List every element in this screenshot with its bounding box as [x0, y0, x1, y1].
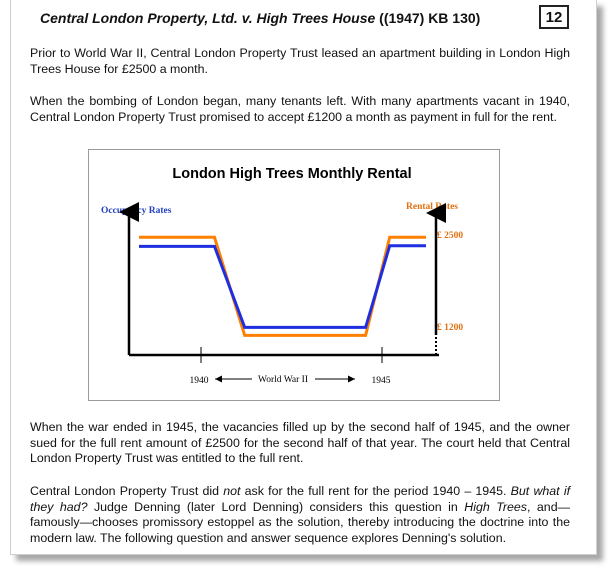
- case-name: Central London Property, Ltd. v. High Trees House: [40, 10, 376, 26]
- series-line-occupancy-rates: [139, 246, 426, 328]
- rental-chart: [89, 150, 499, 400]
- p4-question: But what if they had?: [30, 484, 571, 514]
- paragraph-3: When the war ended in 1945, the vacancies filled up by the second half of 1945, and the owner sued for the full rent amount of £2500 for the second half of that year. The court held that Central London Property Trust was entitled to the full rent.: [30, 420, 570, 465]
- chart-title: London High Trees Monthly Rental: [172, 166, 412, 182]
- case-citation: ((1947) KB 130): [375, 10, 481, 26]
- left-axis-label: Occupancy Rates: [101, 206, 172, 216]
- rent-tick-label-2500: £ 2500: [437, 231, 464, 241]
- p4-case-name: High Trees: [464, 499, 527, 514]
- series-line-rental-rates: [139, 237, 426, 335]
- chart-container: [88, 149, 500, 401]
- x-tick-label-1945: 1945: [371, 376, 391, 386]
- page-number: 12: [539, 5, 569, 29]
- page-title: [40, 10, 480, 26]
- p4-text-c: Judge Denning (later Lord Denning) considers this question in: [87, 499, 465, 514]
- x-tick-label-1940: 1940: [189, 376, 209, 386]
- paragraph-1: Prior to World War II, Central London Property Trust leased an apartment building in London High Trees House for £2500 a month.: [30, 46, 570, 76]
- p4-text-a: Central London Property Trust did: [30, 484, 224, 498]
- p4-emphasis-not: not: [223, 484, 241, 498]
- p4-text-b: ask for the full rent for the period 1940 – 1945.: [240, 484, 511, 498]
- paragraph-4: [30, 484, 570, 546]
- rent-tick-label-1200: £ 1200: [437, 323, 464, 333]
- ww2-label: World War II: [257, 375, 309, 385]
- p4-text-d: , and—famously—chooses promissory estoppel as the solution, thereby introducing the doctrine into the modern law. The following question and answer sequence explores Denning's solution.: [30, 499, 570, 545]
- right-axis-label: Rental Rates: [406, 202, 458, 212]
- paragraph-2: When the bombing of London began, many tenants left. With many apartments vacant in 1940, Central London Property Trust promised to accept £1200 a month as payment in full for the rent.: [30, 94, 570, 124]
